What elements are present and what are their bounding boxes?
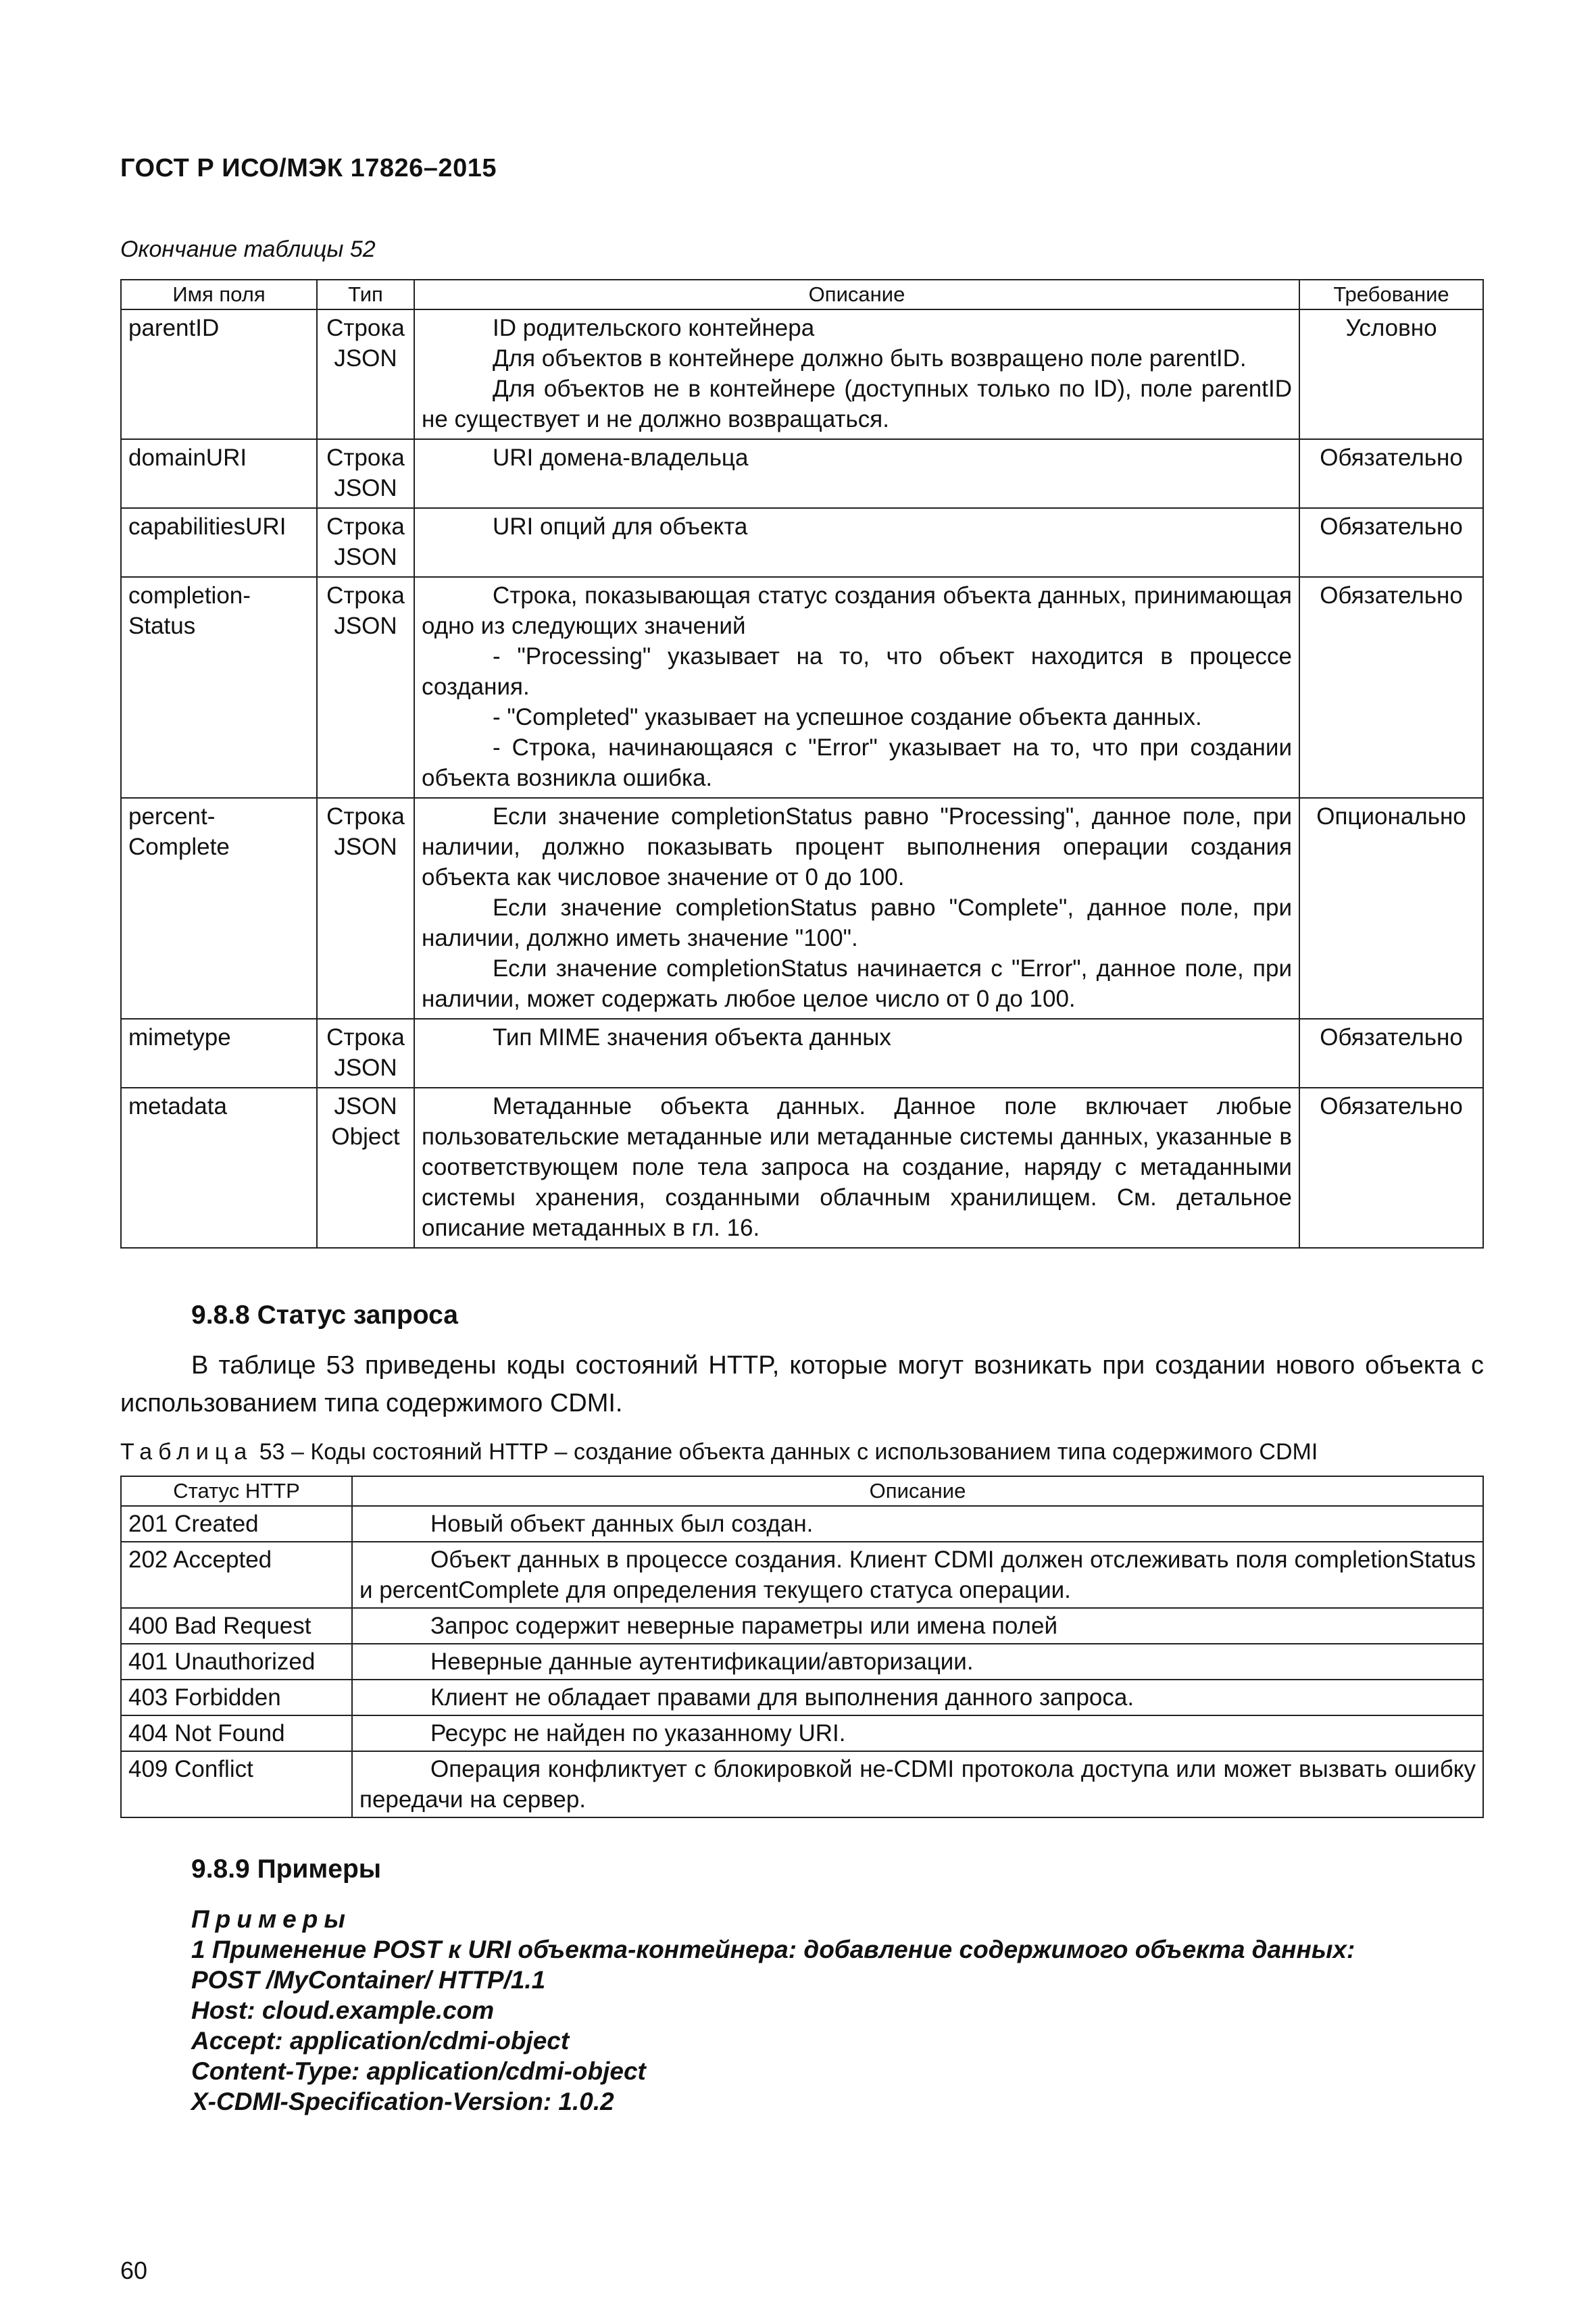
table-row: [121, 1506, 1483, 1542]
status-description: [352, 1644, 1483, 1680]
field-requirement: Опционально: [1299, 798, 1483, 1019]
field-name: mimetype: [121, 1019, 317, 1088]
table-row: [121, 1644, 1483, 1680]
type-line: Строка: [326, 1024, 405, 1051]
example-line: POST /MyContainer/ HTTP/1.1: [191, 1966, 546, 1994]
table-row: [121, 1751, 1483, 1817]
field-description: [414, 1088, 1299, 1248]
example-line: Content-Type: application/cdmi-object: [191, 2057, 646, 2085]
column-header: Тип: [317, 280, 414, 309]
description-paragraph: URI опций для объекта: [493, 513, 748, 540]
description-paragraph: Объект данных в процессе создания. Клиент CDMI должен отслеживать поля completionStatus и percentComplete для определения текущего статуса операции.: [359, 1546, 1476, 1603]
description-paragraph: Для объектов не в контейнере (доступных только по ID), поле parentID не существует и не должно возвращаться.: [422, 376, 1292, 432]
section-heading-989: 9.8.9 Примеры: [191, 1855, 382, 1884]
field-requirement: Обязательно: [1299, 1088, 1483, 1248]
field-type: [317, 508, 414, 577]
status-description: [352, 1680, 1483, 1715]
standard-header: ГОСТ Р ИСО/МЭК 17826–2015: [120, 154, 497, 182]
description-paragraph: Запрос содержит неверные параметры или имена полей: [430, 1613, 1057, 1639]
examples-label: Примеры: [191, 1905, 351, 1933]
http-status: 202 Accepted: [121, 1542, 352, 1608]
field-type: [317, 1019, 414, 1088]
description-paragraph: Операция конфликтует с блокировкой не-CDMI протокола доступа или может вызвать ошибку передачи на сервер.: [359, 1756, 1476, 1813]
table-header-row: [121, 280, 1483, 309]
type-line: JSON: [334, 834, 397, 860]
http-status: 401 Unauthorized: [121, 1644, 352, 1680]
description-paragraph: Если значение completionStatus равно "Processing", данное поле, при наличии, должно показывать процент выполнения операции создания объекта как числовое значение от 0 до 100.: [422, 803, 1292, 890]
status-description: [352, 1715, 1483, 1751]
table-52: [120, 279, 1484, 1249]
field-requirement: Обязательно: [1299, 577, 1483, 798]
description-paragraph: - Строка, начинающаяся с "Error" указывает на то, что при создании объекта возникла ошибка.: [422, 734, 1292, 791]
table-row: [121, 309, 1483, 439]
table-53: [120, 1476, 1484, 1818]
field-type: [317, 798, 414, 1019]
column-header: Требование: [1299, 280, 1483, 309]
description-paragraph: Неверные данные аутентификации/авторизации.: [430, 1649, 974, 1675]
column-header: Описание: [352, 1476, 1483, 1506]
http-status: 400 Bad Request: [121, 1608, 352, 1644]
http-status: 201 Created: [121, 1506, 352, 1542]
field-name: percent-Complete: [121, 798, 317, 1019]
examples-block: [191, 1904, 1355, 2117]
field-description: [414, 508, 1299, 577]
column-header: Имя поля: [121, 280, 317, 309]
field-description: [414, 577, 1299, 798]
table-row: [121, 577, 1483, 798]
field-requirement: Обязательно: [1299, 1019, 1483, 1088]
type-line: JSON: [334, 1055, 397, 1081]
type-line: Строка: [326, 513, 405, 540]
type-line: JSON: [334, 613, 397, 639]
type-line: JSON: [334, 1093, 397, 1120]
example-line: 1 Применение POST к URI объекта-контейнера: добавление содержимого объекта данных:: [191, 1936, 1355, 1963]
description-paragraph: Тип MIME значения объекта данных: [493, 1024, 891, 1051]
table-52-caption: Окончание таблицы 52: [120, 236, 376, 262]
description-paragraph: Метаданные объекта данных. Данное поле включает любые пользовательские метаданные или метаданные системы данных, указанные в соответствующем поле тела запроса на создание, наряду с метаданными системы хранения, созданными облачным хранилищем. См. детальное описание метаданных в гл. 16.: [422, 1093, 1292, 1241]
description-paragraph: Для объектов в контейнере должно быть возвращено поле parentID.: [493, 345, 1247, 372]
description-paragraph: Строка, показывающая статус создания объекта данных, принимающая одно из следующих значений: [422, 582, 1292, 639]
table-row: [121, 508, 1483, 577]
description-paragraph: URI домена-владельца: [493, 445, 749, 471]
field-description: [414, 1019, 1299, 1088]
description-paragraph: ID родительского контейнера: [493, 315, 815, 341]
description-paragraph: Ресурс не найден по указанному URI.: [430, 1720, 846, 1746]
field-name: capabilitiesURI: [121, 508, 317, 577]
table-row: [121, 1542, 1483, 1608]
table-row: [121, 1019, 1483, 1088]
field-requirement: Обязательно: [1299, 508, 1483, 577]
description-paragraph: Если значение completionStatus начинается с "Error", данное поле, при наличии, может содержать любое целое число от 0 до 100.: [422, 955, 1292, 1012]
section-heading-988: 9.8.8 Статус запроса: [191, 1301, 458, 1330]
table-row: [121, 1680, 1483, 1715]
status-description: [352, 1751, 1483, 1817]
table-caption-label: Таблица: [120, 1439, 253, 1465]
table-caption-text: 53 – Коды состояний HTTP – создание объекта данных с использованием типа содержимого CDMI: [259, 1439, 1318, 1465]
field-name: metadata: [121, 1088, 317, 1248]
description-paragraph: Если значение completionStatus равно "Complete", данное поле, при наличии, должно иметь значение "100".: [422, 895, 1292, 951]
description-paragraph: - "Processing" указывает на то, что объект находится в процессе создания.: [422, 643, 1292, 700]
field-type: [317, 1088, 414, 1248]
type-line: Object: [331, 1124, 400, 1150]
table-row: [121, 1088, 1483, 1248]
column-header: Статус HTTP: [121, 1476, 352, 1506]
type-line: JSON: [334, 544, 397, 570]
field-requirement: Условно: [1299, 309, 1483, 439]
example-line: X-CDMI-Specification-Version: 1.0.2: [191, 2088, 614, 2115]
description-paragraph: Новый объект данных был создан.: [430, 1511, 814, 1537]
table-row: [121, 439, 1483, 508]
type-line: Строка: [326, 582, 405, 609]
status-description: [352, 1542, 1483, 1608]
field-name: parentID: [121, 309, 317, 439]
field-description: [414, 309, 1299, 439]
table-row: [121, 1715, 1483, 1751]
table-row: [121, 1608, 1483, 1644]
example-line: Host: cloud.example.com: [191, 1996, 495, 2024]
page-number: 60: [120, 2257, 148, 2284]
table-header-row: [121, 1476, 1483, 1506]
status-description: [352, 1608, 1483, 1644]
field-name: completion-Status: [121, 577, 317, 798]
table-row: [121, 798, 1483, 1019]
field-requirement: Обязательно: [1299, 439, 1483, 508]
http-status: 403 Forbidden: [121, 1680, 352, 1715]
example-line: Accept: application/cdmi-object: [191, 2027, 570, 2055]
field-type: [317, 309, 414, 439]
type-line: Строка: [326, 445, 405, 471]
type-line: Строка: [326, 315, 405, 341]
field-name: domainURI: [121, 439, 317, 508]
column-header: Описание: [414, 280, 1299, 309]
type-line: JSON: [334, 345, 397, 372]
field-type: [317, 439, 414, 508]
type-line: Строка: [326, 803, 405, 830]
table-53-caption: [120, 1439, 1318, 1465]
field-description: [414, 798, 1299, 1019]
status-description: [352, 1506, 1483, 1542]
http-status: 409 Conflict: [121, 1751, 352, 1817]
field-description: [414, 439, 1299, 508]
description-paragraph: - "Completed" указывает на успешное создание объекта данных.: [493, 704, 1202, 730]
type-line: JSON: [334, 475, 397, 501]
description-paragraph: Клиент не обладает правами для выполнения данного запроса.: [430, 1684, 1134, 1711]
field-type: [317, 577, 414, 798]
http-status: 404 Not Found: [121, 1715, 352, 1751]
section-paragraph: В таблице 53 приведены коды состояний HTTP, которые могут возникать при создании нового объекта с использованием типа содержимого CDMI.: [120, 1351, 1484, 1417]
